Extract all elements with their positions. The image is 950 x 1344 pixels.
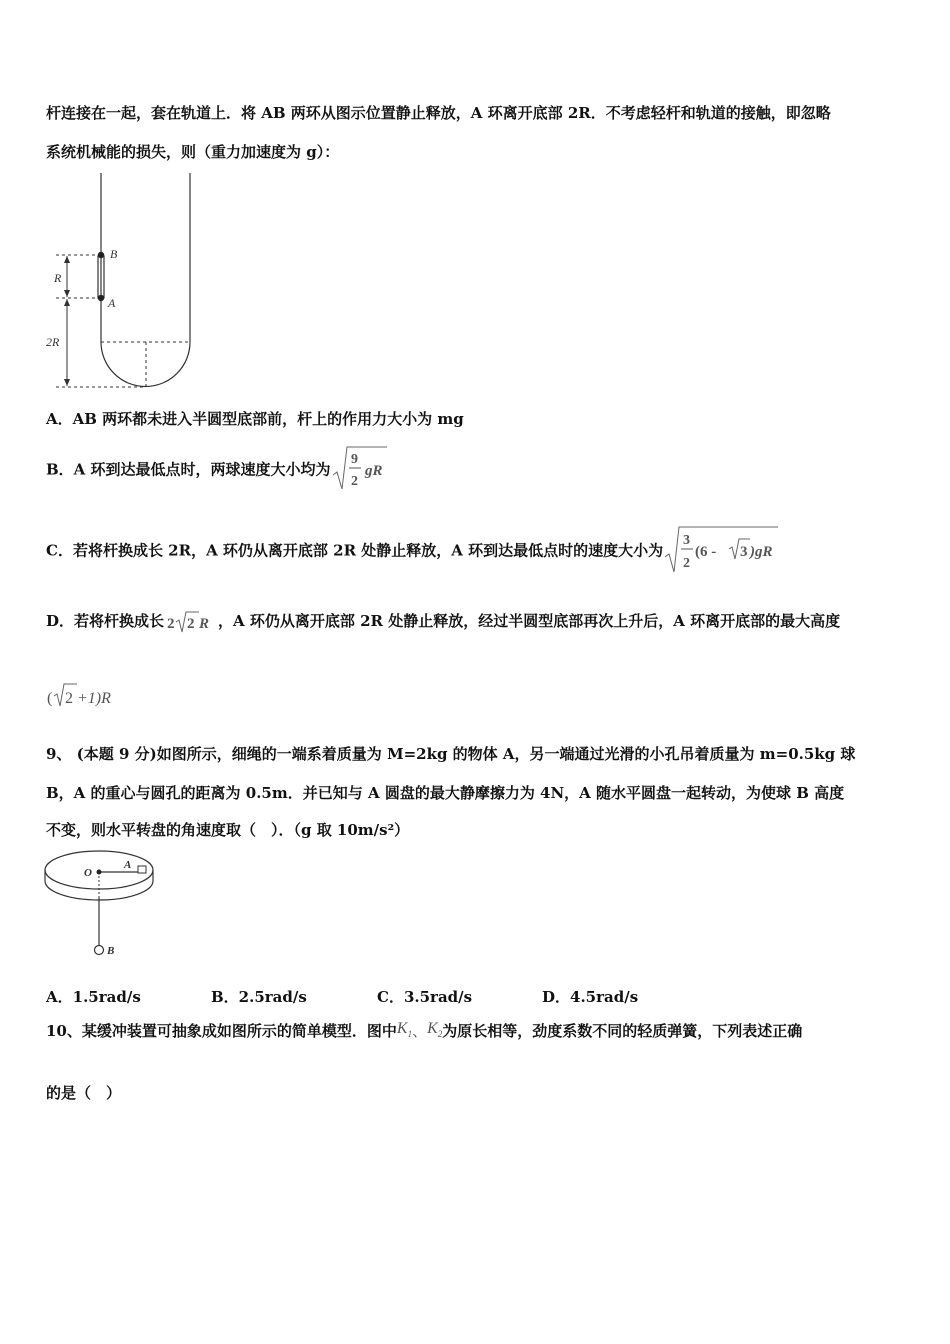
q8-option-c-formula — [663, 524, 781, 576]
q10-stem-line1 — [46, 1020, 802, 1054]
svg-text:3: 3 — [683, 533, 691, 548]
svg-text:2: 2 — [167, 616, 175, 632]
q8-stem-line1: 杆连接在一起，套在轨道上．将 AB 两环从图示位置静止释放，A 环离开底部 2R．不考虑轻杆和轨道的接触，即忽略 — [46, 104, 831, 122]
q8-option-b — [46, 445, 389, 493]
block-a — [138, 866, 146, 873]
q10-stem-pre: 10、某缓冲装置可抽象成如图所示的简单模型．图中 — [46, 1022, 397, 1040]
svg-text:)gR: )gR — [750, 544, 773, 560]
q8-option-c — [46, 524, 781, 576]
svg-text:9: 9 — [350, 452, 358, 467]
label-a: A — [108, 296, 116, 310]
q9-stem-line1: 9、 (本题 9 分)如图所示，细绳的一端系着质量为 M=2kg 的物体 A，另一端通过光滑的小孔吊着质量为 m=0.5kg 球 — [46, 745, 856, 763]
svg-text:+1)R: +1)R — [77, 690, 111, 707]
q10-stem-post: 为原长相等，劲度系数不同的轻质弹簧，下列表述正确 — [442, 1022, 803, 1040]
svg-text:2: 2 — [350, 474, 358, 489]
q8-option-b-formula — [331, 445, 389, 493]
svg-text:2: 2 — [65, 690, 73, 707]
q10-sep: 、 — [412, 1024, 428, 1040]
svg-text:B: B — [107, 945, 115, 957]
svg-text:3: 3 — [740, 544, 748, 560]
svg-text:(: ( — [47, 690, 53, 707]
q8-option-d-answer — [44, 680, 134, 712]
center-o — [97, 870, 102, 875]
svg-text:gR: gR — [364, 463, 383, 479]
svg-text:(6 -: (6 - — [695, 544, 717, 560]
svg-text:2: 2 — [683, 556, 691, 571]
label-b: B — [110, 247, 118, 261]
u-track-figure — [40, 168, 210, 396]
ring-a — [98, 295, 104, 301]
turntable-figure — [40, 846, 160, 962]
q8-stem-line2: 系统机械能的损失，则（重力加速度为 g）： — [46, 143, 340, 161]
q10-k2: $K_2$ — [427, 1020, 443, 1040]
q8-option-c-text: C．若将杆换成长 2R，A 环仍从离开底部 2R 处静止释放，A 环到达最低点时的速度大小为 — [46, 541, 664, 560]
ball-b — [95, 946, 104, 955]
q8-option-d-text2: ，A 环仍从离开底部 2R 处静止释放，经过半圆型底部再次上升后，A 环离开底部的最大高度 — [218, 612, 841, 630]
q8-option-d-formula — [164, 610, 218, 640]
q9-stem-line2: B，A 的重心与圆孔的距离为 0.5m．并已知与 A 圆盘的最大静摩擦力为 4N，A 随水平圆盘一起转动，为使球 B 高度 — [46, 784, 845, 802]
q8-option-b-text: B．A 环到达最低点时，两球速度大小均为 — [46, 460, 331, 479]
ring-b — [98, 252, 104, 258]
q8-option-a: A．AB 两环都未进入半圆型底部前，杆上的作用力大小为 mg — [46, 410, 464, 428]
q9-option-a: A．1.5rad/s — [46, 988, 141, 1006]
svg-text:A: A — [124, 859, 132, 871]
q8-option-d-text1: D．若将杆换成长 — [46, 612, 165, 630]
q9-option-c: C．3.5rad/s — [377, 988, 473, 1006]
q10-k1: $K_1$ — [396, 1020, 413, 1040]
q9-option-d: D．4.5rad/s — [542, 988, 639, 1006]
q9-option-b: B．2.5rad/s — [211, 988, 307, 1006]
q8-option-d — [46, 610, 840, 644]
svg-text:O: O — [84, 867, 92, 879]
q10-stem-line2: 的是（ ） — [46, 1084, 122, 1102]
svg-text:R: R — [199, 616, 210, 632]
q9-stem-line3: 不变，则水平转盘的角速度取（ ）．（g 取 10m/s²） — [46, 821, 410, 839]
label-2r: 2R — [46, 335, 60, 349]
label-r: R — [54, 271, 62, 285]
svg-text:2: 2 — [187, 616, 195, 632]
